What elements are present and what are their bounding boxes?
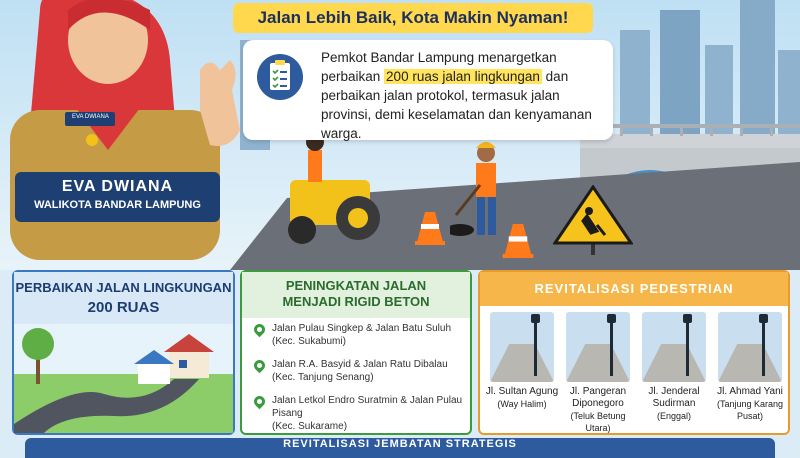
pedestrian-illustration xyxy=(718,312,782,382)
panel-title-line1: PENINGKATAN JALAN xyxy=(285,278,427,293)
person-name: EVA DWIANA xyxy=(61,178,174,195)
route-name: Jalan Letkol Endro Suratmin & Jalan Pulau Pisang xyxy=(272,395,463,419)
panel-header xyxy=(14,272,233,324)
map-pin-icon xyxy=(252,322,268,338)
list-item xyxy=(254,358,469,384)
street-name: Jl. Jenderal Sudirman xyxy=(648,386,700,409)
list-item xyxy=(254,394,469,433)
route-name: Jalan R.A. Basyid & Jalan Ratu Dibalau xyxy=(272,359,448,370)
panel-header xyxy=(242,272,470,318)
street-label xyxy=(485,386,559,410)
panel-title: PERBAIKAN JALAN LINGKUNGAN xyxy=(15,280,232,295)
map-pin-icon xyxy=(252,394,268,410)
neighborhood-road-illustration xyxy=(14,324,233,433)
street-label xyxy=(637,386,711,422)
street-area: (Enggal) xyxy=(656,411,692,421)
street-lamp-icon xyxy=(534,320,537,376)
pedestrian-illustration xyxy=(642,312,706,382)
map-pin-icon xyxy=(252,358,268,374)
route-name: Jalan Pulau Singkep & Jalan Batu Suluh xyxy=(272,323,452,334)
traffic-cone-icon xyxy=(502,222,534,258)
street-lamp-icon xyxy=(686,320,689,376)
intro-text xyxy=(321,48,606,143)
panel-rigid-beton xyxy=(240,270,472,435)
panel-count: 200 RUAS xyxy=(87,299,160,316)
footer-banner: REVITALISASI JEMBATAN STRATEGIS xyxy=(25,438,775,458)
clipboard-icon xyxy=(257,54,303,100)
name-box xyxy=(15,172,220,222)
pedestrian-illustration xyxy=(566,312,630,382)
street-name: Jl. Sultan Agung xyxy=(485,386,559,397)
street-area: (Tanjung Karang Pusat) xyxy=(716,399,784,421)
panel-pedestrian xyxy=(478,270,790,435)
street-label xyxy=(713,386,787,422)
page-title: Jalan Lebih Baik, Kota Makin Nyaman! xyxy=(233,3,593,33)
route-district: (Kec. Sukabumi) xyxy=(272,336,346,347)
name-badge: EVA DWIANA xyxy=(72,114,109,120)
person-role: WALIKOTA BANDAR LAMPUNG xyxy=(34,199,201,211)
street-name: Jl. Pangeran Diponegoro xyxy=(569,386,627,409)
street-label xyxy=(561,386,635,434)
list-item xyxy=(254,322,469,348)
panel-title-line2: MENJADI RIGID BETON xyxy=(282,294,430,309)
route-district: (Kec. Tanjung Senang) xyxy=(272,372,374,383)
street-name: Jl. Ahmad Yani xyxy=(717,386,783,397)
panel-title: REVITALISASI PEDESTRIAN xyxy=(480,272,788,306)
road-work-sign-icon xyxy=(553,185,633,255)
pedestrian-illustration xyxy=(490,312,554,382)
street-lamp-icon xyxy=(762,320,765,376)
street-area: (Teluk Betung Utara) xyxy=(570,411,626,433)
panel-jalan-lingkungan xyxy=(12,270,235,435)
intro-text-before: Pemkot Bandar Lampung menargetkan perbaikan xyxy=(321,50,557,84)
intro-highlight: 200 ruas jalan lingkungan xyxy=(386,69,540,84)
intro-card xyxy=(243,40,613,140)
street-area: (Way Halim) xyxy=(497,399,547,409)
route-district: (Kec. Sukarame) xyxy=(272,421,348,432)
traffic-cone-icon xyxy=(415,210,445,245)
intro-text-after: dan perbaikan jalan protokol, termasuk jalan provinsi, demi keselamatan dan kenyamanan warga. xyxy=(321,69,592,141)
street-lamp-icon xyxy=(610,320,613,376)
